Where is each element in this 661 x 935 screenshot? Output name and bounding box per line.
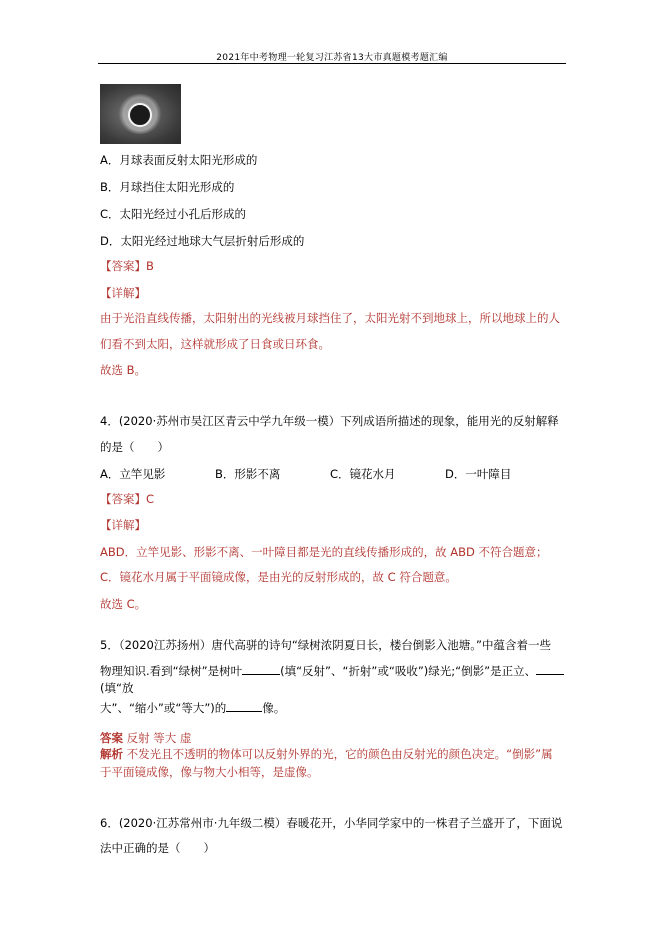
page-header: 2021年中考物理一轮复习江苏省13大市真题模考题汇编	[216, 53, 448, 63]
q4-stem-line-2: 的是（ ）	[100, 440, 169, 454]
q3-option-d: D．太阳光经过地球大气层折射后形成的	[100, 234, 305, 248]
q3-option-c: C．太阳光经过小孔后形成的	[100, 207, 247, 221]
q5-analysis-label: 解析	[100, 747, 123, 761]
q4-conclusion: 故选 C。	[100, 597, 147, 611]
q4-answer: 【答案】C	[100, 492, 155, 506]
q5-stem-line-4	[100, 699, 285, 716]
q5-blank-3	[226, 699, 262, 712]
q6-stem-line-1: 6．(2020·江苏常州市·九年级二模）春暖花开，小华同学家中的一株君子兰盛开了，下面说	[100, 816, 563, 830]
q4-option-b: B．形影不离	[215, 467, 281, 481]
q4-option-d: D．一叶障目	[445, 467, 512, 481]
q4-stem-line-1: 4．(2020·苏州市吴江区青云中学九年级一模）下列成语所描述的现象，能用光的反射解释	[100, 414, 559, 428]
q5-stem-line-4-part-a: 大”、“缩小”或“等大”)的	[100, 701, 227, 715]
q4-detail-label: 【详解】	[100, 518, 146, 532]
q6-stem-line-2: 法中正确的是（ ）	[100, 841, 215, 855]
q5-blank-2	[536, 662, 564, 675]
q3-detail-label: 【详解】	[100, 286, 146, 300]
q5-analysis-line-1	[100, 746, 553, 762]
q3-detail-line-2: 们看不到太阳，这样就形成了日食或日环食。	[100, 337, 330, 351]
q5-stem-line-3: (填“放	[100, 681, 134, 695]
q5-answer-text: 反射 等大 虚	[123, 731, 192, 745]
q5-answer-label: 答案	[100, 731, 123, 745]
q5-stem-line-4-part-b: 像。	[262, 701, 286, 715]
q3-option-a: A．月球表面反射太阳光形成的	[100, 153, 258, 167]
header-divider	[98, 63, 566, 64]
q5-stem-line-2-part-b: (填“反射”、“折射”或“吸收”)绿光;“倒影”是正立、	[280, 664, 537, 678]
q5-analysis-line-2: 于平面镜成像，像与物大小相等，是虚像。	[100, 765, 319, 779]
q5-stem-line-2-part-a: 物理知识.看到“绿树”是树叶	[100, 664, 243, 678]
q3-option-b: B．月球挡住太阳光形成的	[100, 180, 235, 194]
q5-analysis-text-1: 不发光且不透明的物体可以反射外界的光，它的颜色由反射光的颜色决定。“倒影”属	[123, 747, 553, 761]
q5-stem-line-2	[100, 662, 564, 679]
eclipse-ring	[128, 103, 152, 127]
q3-answer: 【答案】B	[100, 259, 154, 273]
q4-option-a: A．立竿见影	[100, 467, 166, 481]
q3-conclusion: 故选 B。	[100, 363, 147, 377]
solar-eclipse-image	[100, 84, 181, 144]
q5-blank-1	[242, 662, 280, 675]
q5-stem-line-1: 5．（2020江苏扬州）唐代高骈的诗句“绿树浓阴夏日长，楼台倒影入池塘。”中蕴含着一些	[100, 638, 551, 652]
q4-detail-line-2: C．镜花水月属于平面镜成像，是由光的反射形成的，故 C 符合题意。	[100, 570, 457, 584]
q3-detail-line-1: 由于光沿直线传播，太阳射出的光线被月球挡住了，太阳光射不到地球上，所以地球上的人	[100, 311, 560, 325]
q4-detail-line-1: ABD．立竿见影、形影不离、一叶障目都是光的直线传播形成的，故 ABD 不符合题意；	[100, 545, 548, 559]
q4-option-c: C．镜花水月	[330, 467, 396, 481]
q5-answer	[100, 730, 191, 746]
